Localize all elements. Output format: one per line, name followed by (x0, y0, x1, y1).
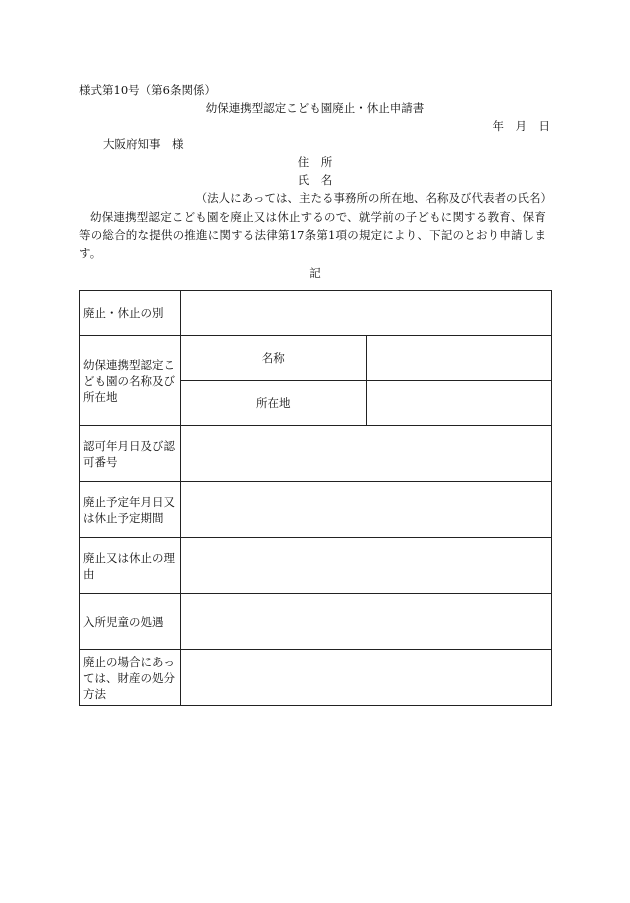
row-approval (80, 426, 552, 482)
field-schedule[interactable] (181, 482, 552, 538)
field-facility-name[interactable] (366, 336, 552, 381)
field-reason[interactable] (181, 538, 552, 594)
label-approval: 認可年月日及び認可番号 (80, 426, 181, 482)
row-children (80, 594, 552, 650)
label-reason: 廃止又は休止の理由 (80, 538, 181, 594)
label-property: 廃止の場合にあっては、財産の処分方法 (80, 650, 181, 706)
label-type: 廃止・休止の別 (80, 291, 181, 336)
application-paragraph: 幼保連携型認定こども園を廃止又は休止するので、就学前の子どもに関する教育、保育等の総合的な提供の推進に関する法律第17条第1項の規定により、下記のとおり申請します。 (79, 210, 547, 260)
label-facility: 幼保連携型認定こども園の名称及び所在地 (80, 336, 181, 426)
field-type[interactable] (181, 291, 552, 336)
row-property (80, 650, 552, 706)
field-approval[interactable] (181, 426, 552, 482)
field-children[interactable] (181, 594, 552, 650)
corporation-note: （法人にあっては、主たる事務所の所在地、名称及び代表者の氏名） (195, 191, 552, 205)
name-label: 氏 名 (297, 173, 333, 187)
label-facility-name: 名称 (181, 336, 367, 381)
row-type (80, 291, 552, 336)
date-line: 年 月 日 (492, 119, 550, 133)
row-schedule (80, 482, 552, 538)
addressee: 大阪府知事 様 (103, 137, 184, 151)
form-number: 様式第10号（第6条関係） (79, 83, 216, 97)
field-property[interactable] (181, 650, 552, 706)
address-label: 住 所 (297, 155, 333, 169)
field-facility-location[interactable] (366, 381, 552, 426)
row-reason (80, 538, 552, 594)
ki-heading: 記 (309, 266, 321, 280)
document-title: 幼保連携型認定こども園廃止・休止申請書 (205, 101, 425, 115)
label-schedule: 廃止予定年月日又は休止予定期間 (80, 482, 181, 538)
label-children: 入所児童の処遇 (80, 594, 181, 650)
label-facility-location: 所在地 (181, 381, 367, 426)
row-facility-name (80, 336, 552, 381)
application-table (79, 290, 552, 706)
